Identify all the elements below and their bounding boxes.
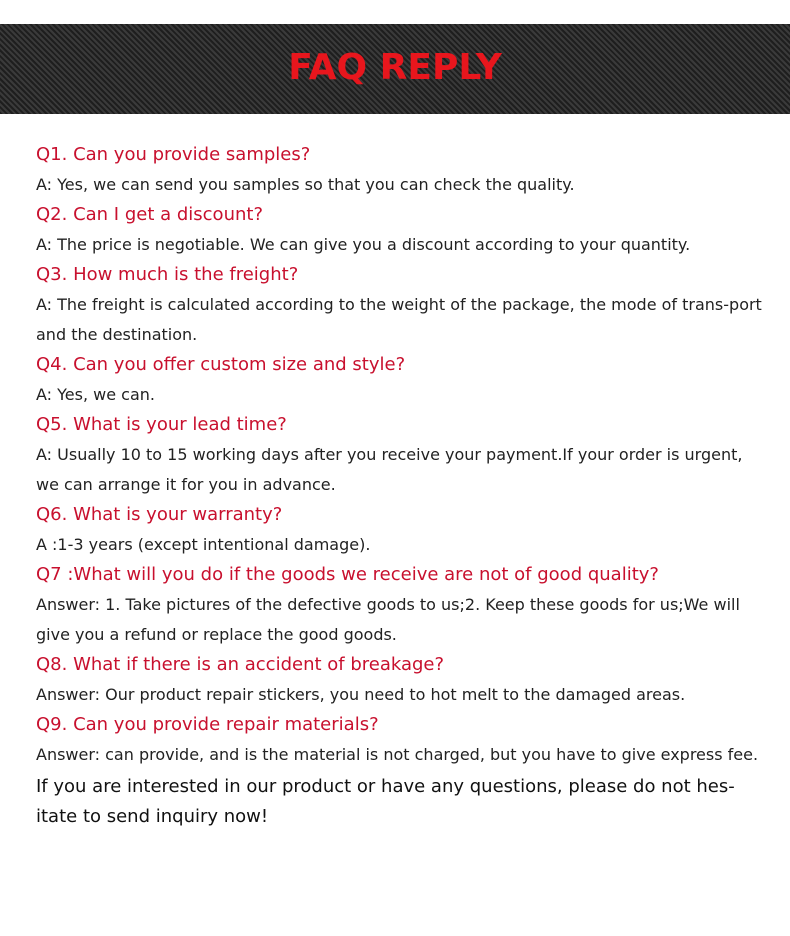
faq-question-6: Q6. What is your warranty? bbox=[36, 504, 283, 525]
faq-banner bbox=[0, 24, 790, 114]
faq-answer-6: A :1-3 years (except intentional damage). bbox=[36, 535, 371, 554]
faq-answer-1: A: Yes, we can send you samples so that you can check the quality. bbox=[36, 175, 575, 194]
faq-answer-7: Answer: 1. Take pictures of the defective goods to us;2. Keep these goods for us;We will give you a refund or replace the good goods. bbox=[36, 595, 740, 644]
faq-answer-5: A: Usually 10 to 15 working days after you receive your payment.If your order is urgent, we can arrange it for you in advance. bbox=[36, 445, 743, 494]
faq-question-7: Q7 :What will you do if the goods we receive are not of good quality? bbox=[36, 564, 659, 585]
banner-title: FAQ REPLY bbox=[288, 47, 502, 88]
faq-answer-4: A: Yes, we can. bbox=[36, 385, 155, 404]
faq-answer-8: Answer: Our product repair stickers, you need to hot melt to the damaged areas. bbox=[36, 685, 686, 704]
faq-question-1: Q1. Can you provide samples? bbox=[36, 144, 311, 165]
closing-message: If you are interested in our product or have any questions, please do not hes-itate to send inquiry now! bbox=[36, 776, 735, 827]
faq-question-3: Q3. How much is the freight? bbox=[36, 264, 299, 285]
faq-question-4: Q4. Can you offer custom size and style? bbox=[36, 354, 406, 375]
faq-answer-9: Answer: can provide, and is the material is not charged, but you have to give express fee. bbox=[36, 745, 759, 764]
faq-content bbox=[36, 140, 766, 832]
faq-answer-2: A: The price is negotiable. We can give you a discount according to your quantity. bbox=[36, 235, 691, 254]
faq-question-9: Q9. Can you provide repair materials? bbox=[36, 714, 379, 735]
faq-question-5: Q5. What is your lead time? bbox=[36, 414, 287, 435]
faq-question-2: Q2. Can I get a discount? bbox=[36, 204, 263, 225]
faq-question-8: Q8. What if there is an accident of breakage? bbox=[36, 654, 445, 675]
faq-answer-3: A: The freight is calculated according to the weight of the package, the mode of trans-port and the destination. bbox=[36, 295, 762, 344]
